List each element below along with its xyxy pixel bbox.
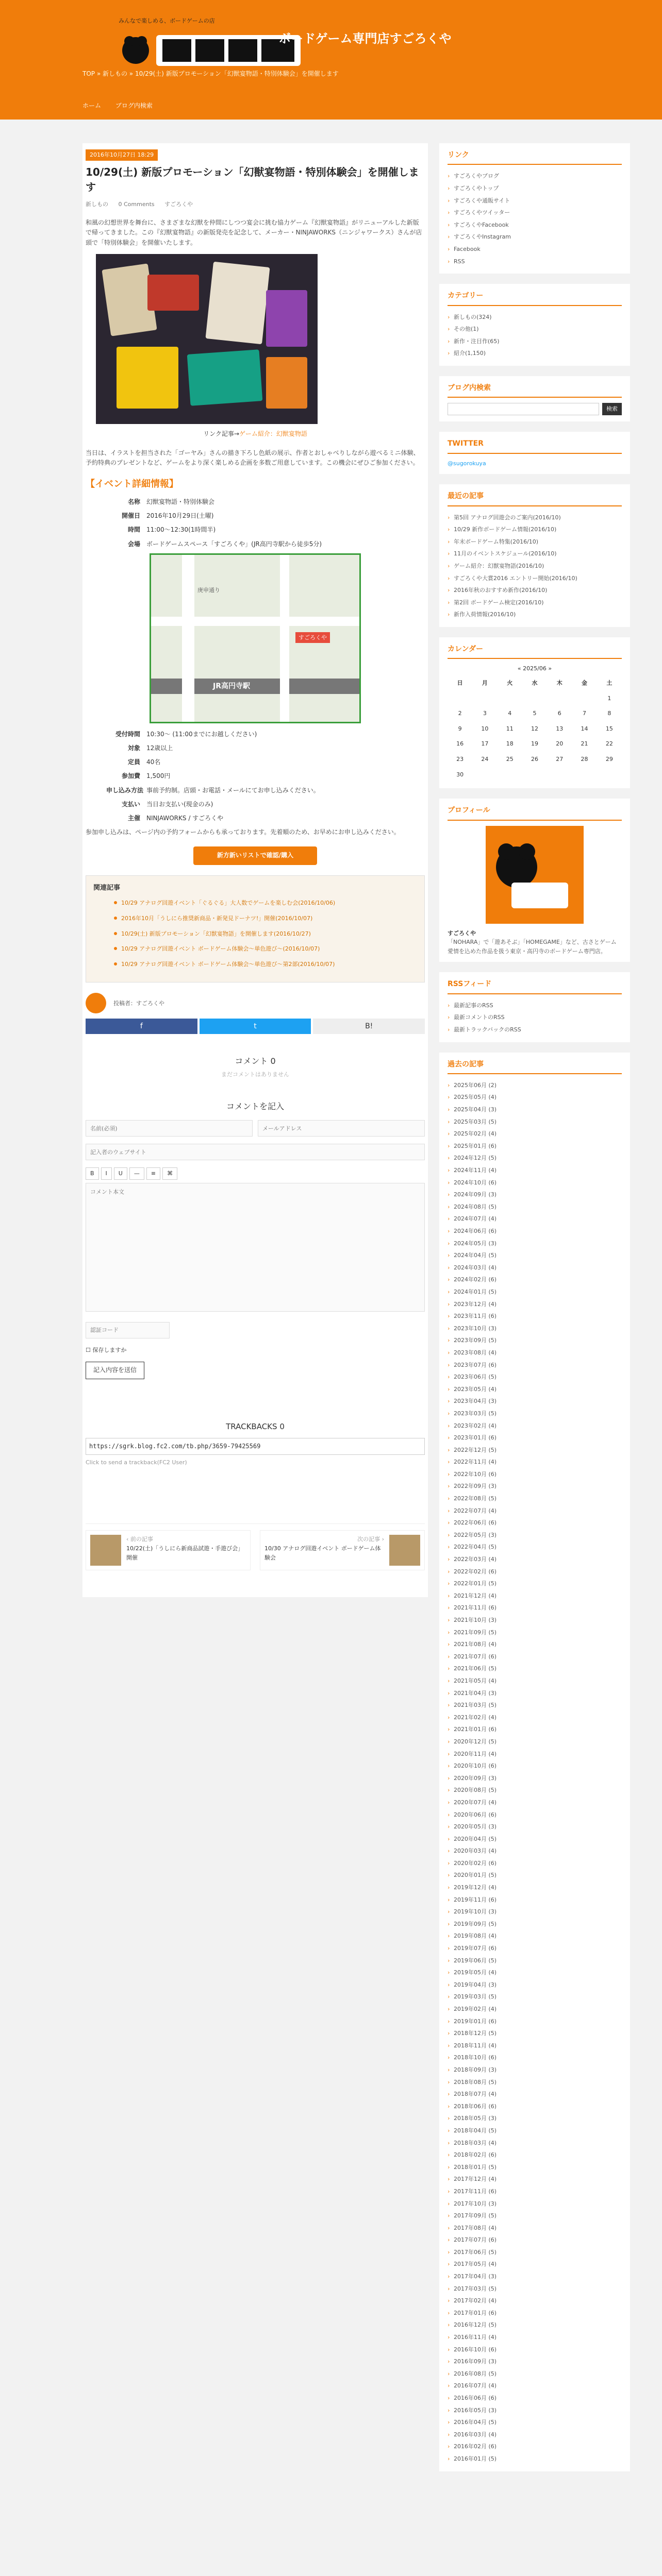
- map-station-label: JR高円寺駅: [213, 682, 250, 690]
- category-item[interactable]: › 新しもの(324): [448, 311, 622, 324]
- post-intro: 和風の幻想世界を舞台に、さまざまな幻獣を仲間にしつつ宴会に挑む協力ゲーム『幻獣宴物語』がリニューアルした新版で帰ってきました。この『幻獣宴物語』の新版発売を記念して、メーカー・NINJAWORKS（ニンジャワークス）さんが店頭で「特別体験会」を開催いたします。: [86, 219, 422, 246]
- archive-link[interactable]: › 2017年12月 (4): [448, 2173, 622, 2185]
- post-body: 当日は、イラストを担当された「ゴーヤみ」さんの描き下ろし色紙の展示、作者とおしゃべりしながら遊べるミニ体験、予約特典のプレゼントなど、ゲームをより深く楽しめる企画を多数ご用意しています。この機会にぜひご参加ください。: [86, 449, 420, 467]
- archive-link[interactable]: › 2024年09月 (3): [448, 1189, 622, 1201]
- captcha-input[interactable]: [86, 1322, 170, 1338]
- archive-link[interactable]: › 2024年10月 (6): [448, 1177, 622, 1189]
- archive-link[interactable]: › 2025年03月 (5): [448, 1116, 622, 1128]
- search-button[interactable]: 検索: [602, 403, 622, 415]
- share-buttons: [86, 1019, 425, 1034]
- archive-link[interactable]: › 2020年10月 (6): [448, 1760, 622, 1772]
- category-item[interactable]: › 新作・注目作(65): [448, 335, 622, 348]
- archive-link[interactable]: › 2019年06月 (5): [448, 1955, 622, 1967]
- archive-link[interactable]: › 2020年11月 (4): [448, 1748, 622, 1760]
- sidebar-link[interactable]: › Facebook: [448, 243, 622, 256]
- archive-link[interactable]: › 2024年06月 (6): [448, 1225, 622, 1238]
- archive-link[interactable]: › 2022年07月 (4): [448, 1505, 622, 1517]
- calendar-day: [498, 767, 522, 783]
- post-category[interactable]: 新しもの: [86, 200, 108, 208]
- recent-post[interactable]: › 11月のイベントスケジュール(2016/10): [448, 548, 622, 560]
- archive-link[interactable]: › 2017年05月 (4): [448, 2258, 622, 2270]
- calendar-weekday: 火: [507, 680, 513, 686]
- post-meta: [86, 200, 425, 209]
- calendar-weekday: 日: [457, 680, 463, 686]
- profile-image: [486, 826, 584, 924]
- calendar-day: 19: [531, 740, 538, 748]
- post-date: 2016年10月27日 18:29: [86, 149, 158, 161]
- archive-link[interactable]: › 2018年07月 (4): [448, 2088, 622, 2100]
- archive-link[interactable]: › 2022年02月 (6): [448, 1566, 622, 1578]
- category-item[interactable]: › 紹介(1,150): [448, 347, 622, 360]
- event-details-2: [106, 730, 425, 823]
- archive-link[interactable]: › 2019年11月 (6): [448, 1894, 622, 1906]
- archive-link[interactable]: › 2021年10月 (3): [448, 1614, 622, 1626]
- calendar-day: 7: [583, 710, 587, 717]
- next-post-link[interactable]: 次の記事 › 10/30 アナログ回遊イベント ボードゲーム体験会: [260, 1530, 425, 1570]
- bold-button[interactable]: B: [86, 1167, 99, 1180]
- post-comments-count[interactable]: 0 Comments: [118, 200, 155, 208]
- related-item[interactable]: 2016年10月「うしにら推奨新商品・新発見ドーナツ!」開催(2016/10/07): [114, 914, 417, 923]
- map-shop-label: すごろくや: [295, 632, 330, 643]
- archive-link[interactable]: › 2023年09月 (5): [448, 1334, 622, 1347]
- archive-link[interactable]: › 2019年07月 (6): [448, 1942, 622, 1955]
- archive-link[interactable]: › 2018年04月 (5): [448, 2125, 622, 2137]
- post-title: 10/29(土) 新版プロモーション「幻獣宴物語・特別体験会」を開催します: [86, 165, 419, 193]
- sidebar-link[interactable]: › すごろくや通販サイト: [448, 195, 622, 207]
- archive-link[interactable]: › 2023年03月 (5): [448, 1408, 622, 1420]
- site-title[interactable]: ボードゲーム専門店すごろくや: [278, 31, 452, 46]
- post-navigation: [86, 1523, 425, 1570]
- calendar-day: 23: [456, 755, 464, 762]
- site-tagline: みんなで楽しめる、ボードゲームの店: [119, 18, 215, 24]
- archive-list: [448, 1079, 622, 2465]
- archive-link[interactable]: › 2024年11月 (4): [448, 1164, 622, 1177]
- recent-post[interactable]: › すごろくや大賞2016 エントリー開始(2016/10): [448, 572, 622, 585]
- archive-link[interactable]: › 2023年10月 (3): [448, 1323, 622, 1335]
- detail-row: 参加費 1,500円: [121, 772, 171, 780]
- recent-posts-widget: 最近の記事 › 第5回 アナログ回遊会のご案内(2016/10) › 10/29 新作ボードゲーム情報(2016/10) › 年末ボードゲーム特集(2016/10) › 11月のイベントスケジュール(2016/10) › ゲーム紹介：幻獣宴物語(2016/10) › すごろくや大賞2016 エントリー開始(2016/10) › 2016年秋のおすすめ新作(2016/10) › 第2回 ボードゲーム検定(2016/10) › 新作入荷情報(2016/10): [439, 484, 630, 627]
- calendar-day: 22: [605, 740, 613, 748]
- archive-link[interactable]: › 2022年05月 (3): [448, 1529, 622, 1541]
- archive-link[interactable]: › 2018年02月 (6): [448, 2149, 622, 2161]
- archive-link[interactable]: › 2025年02月 (4): [448, 1128, 622, 1140]
- sidebar-link[interactable]: › すごろくやFacebook: [448, 219, 622, 231]
- detail-row: 会場 ボードゲームスペース「すごろくや」(JR高円寺駅から徒歩5分): [127, 540, 322, 548]
- calendar-day: 5: [533, 710, 537, 717]
- archive-link[interactable]: › 2024年02月 (6): [448, 1274, 622, 1286]
- archive-link[interactable]: › 2016年12月 (5): [448, 2319, 622, 2331]
- profile-text: 「NOHARA」で「遊あそぶ」「HOMEGAME」など、古さとゲーム愛情を込めた作品を扱う東京・高円寺のボードゲーム専門店。: [448, 939, 617, 955]
- related-posts: [86, 875, 425, 983]
- archive-link[interactable]: › 2022年12月 (5): [448, 1444, 622, 1456]
- archive-link[interactable]: › 2020年12月 (5): [448, 1736, 622, 1748]
- archive-link[interactable]: › 2018年09月 (3): [448, 2064, 622, 2076]
- calendar-widget: カレンダー « 2025/06 » 日 月 火 水 木 金 土 1 2 3 4 5 6 7 8 9 10 11 12 13 14 15 16 17 18 19 20 21 22 23 24 25 26 27 28 29 30: [439, 637, 630, 788]
- archive-link[interactable]: › 2019年10月 (3): [448, 1906, 622, 1918]
- calendar-day: 16: [456, 740, 464, 748]
- archive-link[interactable]: › 2021年09月 (5): [448, 1626, 622, 1639]
- archive-link[interactable]: › 2021年01月 (6): [448, 1723, 622, 1736]
- calendar-day: 4: [508, 710, 512, 717]
- prev-post-link[interactable]: ‹ 前の記事 10/22(土)「うしにら新商品試遊・手遊び会」開催: [86, 1530, 251, 1570]
- site-logo[interactable]: [57, 9, 258, 63]
- sidebar-link[interactable]: › すごろくやツイッター: [448, 207, 622, 219]
- calendar-day: 15: [605, 725, 613, 732]
- calendar-day: [597, 767, 622, 783]
- archive-link[interactable]: › 2020年05月 (3): [448, 1821, 622, 1833]
- map-street-label: 庚申通り: [197, 586, 220, 594]
- archive-link[interactable]: › 2020年07月 (4): [448, 1797, 622, 1809]
- rss-link[interactable]: › 最新コメントのRSS: [448, 1011, 622, 1024]
- archive-link[interactable]: › 2017年09月 (5): [448, 2210, 622, 2222]
- sidebar-link[interactable]: › すごろくやブログ: [448, 170, 622, 182]
- sidebar: [439, 143, 630, 2482]
- archive-link[interactable]: › 2021年08月 (4): [448, 1638, 622, 1651]
- archive-link[interactable]: › 2017年10月 (3): [448, 2198, 622, 2210]
- search-widget: ブログ内検索 検索: [439, 376, 630, 421]
- trackback-note[interactable]: Click to send a trackback(FC2 User): [86, 1459, 187, 1466]
- calendar-weekday: 水: [532, 680, 538, 686]
- twitter-widget: TWITTER @sugorokuya: [439, 432, 630, 474]
- article: [82, 143, 428, 1597]
- comment-form-heading: コメントを記入: [226, 1101, 284, 1111]
- archive-link[interactable]: › 2019年09月 (5): [448, 1918, 622, 1930]
- archive-link[interactable]: › 2020年04月 (5): [448, 1833, 622, 1845]
- detail-row: 名称 幻獣宴物語・特別体験会: [127, 498, 215, 506]
- calendar-day: 24: [481, 755, 489, 762]
- detail-row: 定員 40名: [127, 758, 161, 766]
- archive-link[interactable]: › 2021年03月 (5): [448, 1699, 622, 1711]
- archive-link[interactable]: › 2023年07月 (6): [448, 1359, 622, 1371]
- archive-link[interactable]: › 2018年03月 (4): [448, 2137, 622, 2149]
- sidebar-link[interactable]: › RSS: [448, 256, 622, 268]
- author-label: 投稿者：すごろくや: [113, 999, 164, 1007]
- hatena-bookmark-button[interactable]: B!: [313, 1019, 425, 1034]
- breadcrumb[interactable]: TOP » 新しもの » 10/29(土) 新版プロモーション「幻獣宴物語・特別体験会」を開催します: [82, 70, 339, 77]
- archive-link[interactable]: › 2020年01月 (5): [448, 1869, 622, 1882]
- calendar-day: 2: [458, 710, 462, 717]
- profile-logo-icon: [486, 826, 584, 924]
- archive-link[interactable]: › 2022年08月 (5): [448, 1493, 622, 1505]
- related-title: 関連記事: [93, 884, 121, 892]
- archive-link[interactable]: › 2018年08月 (5): [448, 2076, 622, 2089]
- archive-link[interactable]: › 2023年08月 (4): [448, 1347, 622, 1359]
- italic-button[interactable]: I: [101, 1167, 112, 1180]
- buy-button[interactable]: 新方新いリストで確認/購入: [193, 846, 317, 865]
- archive-link[interactable]: › 2019年01月 (6): [448, 2015, 622, 2028]
- archive-link[interactable]: › 2017年04月 (3): [448, 2270, 622, 2283]
- game-photo: [96, 254, 318, 424]
- calendar-day: 12: [531, 725, 538, 732]
- site-header: [0, 0, 662, 120]
- archive-link[interactable]: › 2024年12月 (5): [448, 1152, 622, 1164]
- archive-link[interactable]: › 2016年10月 (6): [448, 2344, 622, 2356]
- archive-link[interactable]: › 2021年06月 (5): [448, 1663, 622, 1675]
- archive-link[interactable]: › 2020年02月 (6): [448, 1857, 622, 1870]
- nav-home[interactable]: ホーム: [82, 102, 102, 109]
- calendar-day: 11: [506, 725, 514, 732]
- detail-row: 受付時間 10:30〜 (11:00までにお越しください): [115, 730, 257, 738]
- detail-row: 支払い 当日お支払い(現金のみ): [121, 800, 213, 808]
- archive-link[interactable]: › 2025年05月 (4): [448, 1091, 622, 1104]
- archive-link[interactable]: › 2023年01月 (6): [448, 1432, 622, 1444]
- archive-link[interactable]: › 2023年02月 (4): [448, 1420, 622, 1432]
- archive-link[interactable]: › 2024年08月 (5): [448, 1201, 622, 1213]
- calendar-day: 9: [458, 725, 462, 732]
- category-item[interactable]: › その他(1): [448, 323, 622, 335]
- photo-caption: [86, 429, 425, 439]
- calendar-day: 29: [605, 755, 613, 762]
- event-details: [106, 497, 425, 549]
- trackbacks-heading: TRACKBACKS 0: [226, 1421, 285, 1431]
- archive-link[interactable]: › 2022年04月 (5): [448, 1541, 622, 1553]
- archive-link[interactable]: › 2016年02月 (6): [448, 2441, 622, 2453]
- archive-link[interactable]: › 2019年12月 (4): [448, 1882, 622, 1894]
- calendar-day: 13: [556, 725, 564, 732]
- remember-checkbox[interactable]: ☐ 保存しますか: [86, 1346, 127, 1353]
- calendar-day: 21: [581, 740, 588, 748]
- calendar-day: [572, 691, 597, 706]
- archive-link[interactable]: › 2022年11月 (4): [448, 1456, 622, 1468]
- archive-link[interactable]: › 2025年06月 (2): [448, 1079, 622, 1092]
- archive-link[interactable]: › 2016年06月 (6): [448, 2392, 622, 2404]
- archive-link[interactable]: › 2020年08月 (5): [448, 1784, 622, 1797]
- archive-link[interactable]: › 2024年04月 (5): [448, 1249, 622, 1262]
- calendar-month: « 2025/06 »: [517, 665, 552, 672]
- archive-link[interactable]: › 2019年03月 (5): [448, 1991, 622, 2003]
- calendar-day: 1: [607, 694, 611, 702]
- calendar-day: [522, 691, 547, 706]
- next-thumb: [389, 1535, 420, 1566]
- archive-link[interactable]: › 2017年07月 (6): [448, 2234, 622, 2246]
- rss-widget: RSSフィード › 最新記事のRSS › 最新コメントのRSS › 最新トラックバックのRSS: [439, 972, 630, 1042]
- archive-link[interactable]: › 2018年12月 (5): [448, 2027, 622, 2040]
- calendar-day: [472, 767, 497, 783]
- calendar-day: 10: [481, 725, 489, 732]
- archive-link[interactable]: › 2018年11月 (4): [448, 2040, 622, 2052]
- strike-button[interactable]: —: [129, 1167, 144, 1180]
- archive-widget: 過去の記事 › 2025年06月 (2) › 2025年05月 (4) › 2025年04月 (3) › 2025年03月 (5) › 2025年02月 (4) › 2025年01月 (6) › 2024年12月 (5) › 2024年11月 (4) › 2024年10月 (6) › 2024年09月 (3) › 2024年08月 (5) › 2024年07月 (4) › 2024年06月 (6) › 2024年05月 (3) › 2024年04月 (5) › 2024年03月 (4) › 2024年02月 (6) › 2024年01月 (5) › 2023年12月 (4) › 2023年11月 (6) › 2023年10月 (3) › 2023年09月 (5) › 2023年08月 (4) › 2023年07月 (6) › 2023年06月 (5) › 2023年05月 (4) › 2023年04月 (3) › 2023年03月 (5) › 2023年02月 (4) › 2023年01月 (6) › 2022年12月 (5) › 2022年11月 (4) › 2022年10月 (6) › 2022年09月 (3) › 2022年08月 (5) › 2022年07月 (4) › 2022年06月 (6) › 2022年05月 (3) › 2022年04月 (5) › 2022年03月 (4) › 2022年02月 (6) › 2022年01月 (5) › 2021年12月 (4) › 2021年11月 (6) › 2021年10月 (3) › 2021年09月 (5) › 2021年08月 (4) › 2021年07月 (6) › 2021年06月 (5) › 2021年05月 (4) › 2021年04月 (3) › 2021年03月 (5) › 2021年02月 (4) › 2021年01月 (6) › 2020年12月 (5) › 2020年11月 (4) › 2020年10月 (6) › 2020年09月 (3) › 2020年08月 (5) › 2020年07月 (4) › 2020年06月 (6) › 2020年05月 (3) › 2020年04月 (5) › 2020年03月 (4) › 2020年02月 (6) › 2020年01月 (5) › 2019年12月 (4) › 2019年11月 (6) › 2019年10月 (3) › 2019年09月 (5) › 2019年08月 (4) › 2019年07月 (6) › 2019年06月 (5) › 2019年05月 (4) › 2019年04月 (3) › 2019年03月 (5) › 2019年02月 (4) › 2019年01月 (6) › 2018年12月 (5) › 2018年11月 (4) › 2018年10月 (6) › 2018年09月 (3) › 2018年08月 (5) › 2018年07月 (4) › 2018年06月 (6) › 2018年05月 (3) › 2018年04月 (5) › 2018年03月 (4) › 2018年02月 (6) › 2018年01月 (5) › 2017年12月 (4) › 2017年11月 (6) › 2017年10月 (3) › 2017年09月 (5) › 2017年08月 (4) › 2017年07月 (6) › 2017年06月 (5) › 2017年05月 (4) › 2017年04月 (3) › 2017年03月 (5) › 2017年02月 (4) › 2017年01月 (6) › 2016年12月 (5) › 2016年11月 (4) › 2016年10月 (6) › 2016年09月 (3) › 2016年08月 (5) › 2016年07月 (4) › 2016年06月 (6) › 2016年05月 (3) › 2016年04月 (5) › 2016年03月 (4) › 2016年02月 (6) › 2016年01月 (5): [439, 1053, 630, 2471]
- calendar-day: 14: [581, 725, 588, 732]
- related-item[interactable]: 10/29 アナログ回遊イベント「ぐるぐる」大人数でゲームを楽しむ会(2016/10/06): [114, 899, 417, 908]
- archive-link[interactable]: › 2023年04月 (3): [448, 1395, 622, 1408]
- archive-link[interactable]: › 2016年01月 (5): [448, 2453, 622, 2465]
- archive-link[interactable]: › 2023年06月 (5): [448, 1371, 622, 1383]
- archive-link[interactable]: › 2024年05月 (3): [448, 1238, 622, 1250]
- archive-link[interactable]: › 2025年01月 (6): [448, 1140, 622, 1153]
- name-input[interactable]: [86, 1120, 253, 1137]
- related-item[interactable]: 10/29(土) 新版プロモーション「幻獣宴物語」を開催します(2016/10/27): [114, 929, 417, 939]
- calendar-day: [572, 767, 597, 783]
- archive-link[interactable]: › 2022年03月 (4): [448, 1553, 622, 1566]
- calendar-day: 20: [556, 740, 564, 748]
- archive-link[interactable]: › 2021年07月 (6): [448, 1651, 622, 1663]
- recent-post[interactable]: › 第5回 アナログ回遊会のご案内(2016/10): [448, 512, 622, 524]
- recent-post[interactable]: › 10/29 新作ボードゲーム情報(2016/10): [448, 523, 622, 536]
- submit-comment-button[interactable]: 記入内容を送信: [86, 1362, 144, 1379]
- facebook-share-button[interactable]: f: [86, 1019, 197, 1034]
- post-author[interactable]: すごろくや: [164, 200, 193, 208]
- comments-empty: まだコメントはありません: [221, 1071, 289, 1078]
- calendar-weekday: 月: [482, 680, 488, 686]
- archive-link[interactable]: › 2023年12月 (4): [448, 1298, 622, 1311]
- recent-post[interactable]: › ゲーム紹介：幻獣宴物語(2016/10): [448, 560, 622, 572]
- calendar-weekday: 土: [606, 680, 613, 686]
- calendar-day: 3: [483, 710, 487, 717]
- archive-link[interactable]: › 2019年04月 (3): [448, 1979, 622, 1991]
- archive-link[interactable]: › 2021年05月 (4): [448, 1675, 622, 1687]
- archive-link[interactable]: › 2019年05月 (4): [448, 1967, 622, 1979]
- sidebar-link[interactable]: › すごろくやInstagram: [448, 231, 622, 243]
- archive-link[interactable]: › 2024年03月 (4): [448, 1262, 622, 1274]
- email-input[interactable]: [258, 1120, 425, 1137]
- calendar-day: [547, 767, 572, 783]
- archive-link[interactable]: › 2021年02月 (4): [448, 1711, 622, 1724]
- calendar-day: 18: [506, 740, 514, 748]
- archive-link[interactable]: › 2018年01月 (5): [448, 2161, 622, 2174]
- calendar-day: [472, 691, 497, 706]
- avatar: [86, 993, 106, 1013]
- calendar-day: 6: [557, 710, 561, 717]
- archive-link[interactable]: › 2022年06月 (6): [448, 1517, 622, 1529]
- archive-link[interactable]: › 2022年09月 (3): [448, 1480, 622, 1493]
- calendar-day: [522, 767, 547, 783]
- calendar-table: [448, 675, 622, 782]
- access-map: [150, 553, 361, 723]
- detail-row: 主催 NINJAWORKS / すごろくや: [127, 814, 224, 822]
- archive-link[interactable]: › 2020年09月 (3): [448, 1772, 622, 1785]
- archive-link[interactable]: › 2016年09月 (3): [448, 2355, 622, 2368]
- archive-link[interactable]: › 2016年11月 (4): [448, 2331, 622, 2344]
- calendar-day: 25: [506, 755, 514, 762]
- recent-post[interactable]: › 年末ボードゲーム特集(2016/10): [448, 536, 622, 548]
- link-button[interactable]: ⌘: [162, 1167, 177, 1180]
- archive-link[interactable]: › 2020年03月 (4): [448, 1845, 622, 1857]
- archive-link[interactable]: › 2021年12月 (4): [448, 1590, 622, 1602]
- calendar-weekday: 金: [582, 680, 588, 686]
- archive-link[interactable]: › 2017年06月 (5): [448, 2246, 622, 2259]
- archive-link[interactable]: › 2016年04月 (5): [448, 2416, 622, 2429]
- editor-toolbar: [86, 1167, 425, 1180]
- calendar-day: 26: [531, 755, 538, 762]
- related-item[interactable]: 10/29 アナログ回遊イベント ボードゲーム体験会〜単色遊び〜第2部(2016/10/07): [114, 960, 417, 969]
- related-item[interactable]: 10/29 アナログ回遊イベント ボードゲーム体験会〜単色遊び〜(2016/10/07): [114, 944, 417, 954]
- calendar-day: 28: [581, 755, 588, 762]
- recent-post[interactable]: › 2016年秋のおすすめ新作(2016/10): [448, 584, 622, 597]
- archive-link[interactable]: › 2022年10月 (6): [448, 1468, 622, 1481]
- caption-prefix: リンク記事→: [203, 430, 239, 437]
- archive-link[interactable]: › 2016年08月 (5): [448, 2368, 622, 2380]
- rss-link[interactable]: › 最新記事のRSS: [448, 999, 622, 1012]
- prev-thumb: [90, 1535, 121, 1566]
- post-footnote: 参加申し込みは、ページ内の予約フォームからも承っております。先着順のため、お早めにお申し込みください。: [86, 828, 400, 836]
- calendar-day: [498, 691, 522, 706]
- profile-widget: プロフィール すごろくや 「NOHARA」で「遊あそぶ」「HOMEGAME」など、古さとゲーム愛情を込めた作品を扱う東京・高円寺のボードゲーム専門店。: [439, 799, 630, 962]
- archive-link[interactable]: › 2018年10月 (6): [448, 2052, 622, 2064]
- archive-link[interactable]: › 2016年05月 (3): [448, 2404, 622, 2417]
- archive-link[interactable]: › 2017年01月 (6): [448, 2307, 622, 2319]
- archive-link[interactable]: › 2016年03月 (4): [448, 2429, 622, 2441]
- recent-post[interactable]: › 第2回 ボードゲーム検定(2016/10): [448, 597, 622, 609]
- sidebar-link[interactable]: › すごろくやトップ: [448, 182, 622, 195]
- caption-link[interactable]: ゲーム紹介：幻獣宴物語: [239, 430, 307, 437]
- archive-link[interactable]: › 2022年01月 (5): [448, 1578, 622, 1590]
- archive-link[interactable]: › 2021年04月 (3): [448, 1687, 622, 1700]
- archive-link[interactable]: › 2023年05月 (4): [448, 1383, 622, 1396]
- detail-row: 対象 12歳以上: [127, 744, 173, 752]
- align-button[interactable]: ≡: [146, 1167, 160, 1180]
- archive-link[interactable]: › 2017年02月 (4): [448, 2295, 622, 2307]
- twitter-share-button[interactable]: t: [200, 1019, 311, 1034]
- calendar-day: 17: [481, 740, 489, 748]
- calendar-weekday: 木: [556, 680, 562, 686]
- calendar-day: [547, 691, 572, 706]
- comments-heading: コメント 0: [235, 1056, 276, 1066]
- profile-name: すごろくや: [448, 929, 476, 937]
- trackback-url[interactable]: https://sgrk.blog.fc2.com/tb.php/3659-79425569: [86, 1438, 425, 1455]
- archive-link[interactable]: › 2019年08月 (4): [448, 1930, 622, 1942]
- twitter-handle[interactable]: @sugorokuya: [448, 460, 486, 467]
- calendar-day: 8: [607, 710, 611, 717]
- search-input[interactable]: [448, 403, 599, 415]
- underline-button[interactable]: U: [114, 1167, 127, 1180]
- archive-link[interactable]: › 2018年05月 (3): [448, 2112, 622, 2125]
- archive-link[interactable]: › 2018年06月 (6): [448, 2100, 622, 2113]
- url-input[interactable]: [86, 1144, 425, 1160]
- calendar-day: 30: [456, 771, 464, 778]
- comment-textarea[interactable]: [86, 1183, 425, 1312]
- calendar-day: [448, 691, 472, 706]
- rss-link[interactable]: › 最新トラックバックのRSS: [448, 1024, 622, 1036]
- event-section-title: 【イベント詳細情報】: [86, 479, 178, 490]
- nav-search[interactable]: ブログ内検索: [115, 102, 153, 109]
- archive-link[interactable]: › 2016年07月 (4): [448, 2380, 622, 2392]
- category-widget: カテゴリー › 新しもの(324) › その他(1) › 新作・注目作(65) › 紹介(1,150): [439, 284, 630, 366]
- archive-link[interactable]: › 2024年01月 (5): [448, 1286, 622, 1298]
- archive-link[interactable]: › 2017年11月 (6): [448, 2185, 622, 2198]
- archive-link[interactable]: › 2017年03月 (5): [448, 2283, 622, 2295]
- archive-link[interactable]: › 2024年07月 (4): [448, 1213, 622, 1225]
- recent-post[interactable]: › 新作入荷情報(2016/10): [448, 608, 622, 621]
- author-box: [86, 993, 425, 1013]
- archive-link[interactable]: › 2017年08月 (4): [448, 2222, 622, 2234]
- global-nav: [82, 101, 165, 111]
- detail-row: 開催日 2016年10月29日(土曜): [121, 512, 214, 520]
- archive-link[interactable]: › 2019年02月 (4): [448, 2003, 622, 2015]
- archive-link[interactable]: › 2023年11月 (6): [448, 1310, 622, 1323]
- calendar-day: 27: [556, 755, 564, 762]
- archive-link[interactable]: › 2021年11月 (6): [448, 1602, 622, 1614]
- detail-row: 申し込み方法 事前予約制。店頭・お電話・メールにてお申し込みください。: [106, 786, 320, 794]
- links-widget: リンク › すごろくやブログ › すごろくやトップ › すごろくや通販サイト › すごろくやツイッター › すごろくやFacebook › すごろくやInstagram › Facebook › RSS: [439, 143, 630, 274]
- archive-link[interactable]: › 2025年04月 (3): [448, 1104, 622, 1116]
- archive-link[interactable]: › 2020年06月 (6): [448, 1809, 622, 1821]
- comment-form: [86, 1120, 425, 1379]
- detail-row: 時間 11:00〜12:30(1時間半): [127, 526, 216, 534]
